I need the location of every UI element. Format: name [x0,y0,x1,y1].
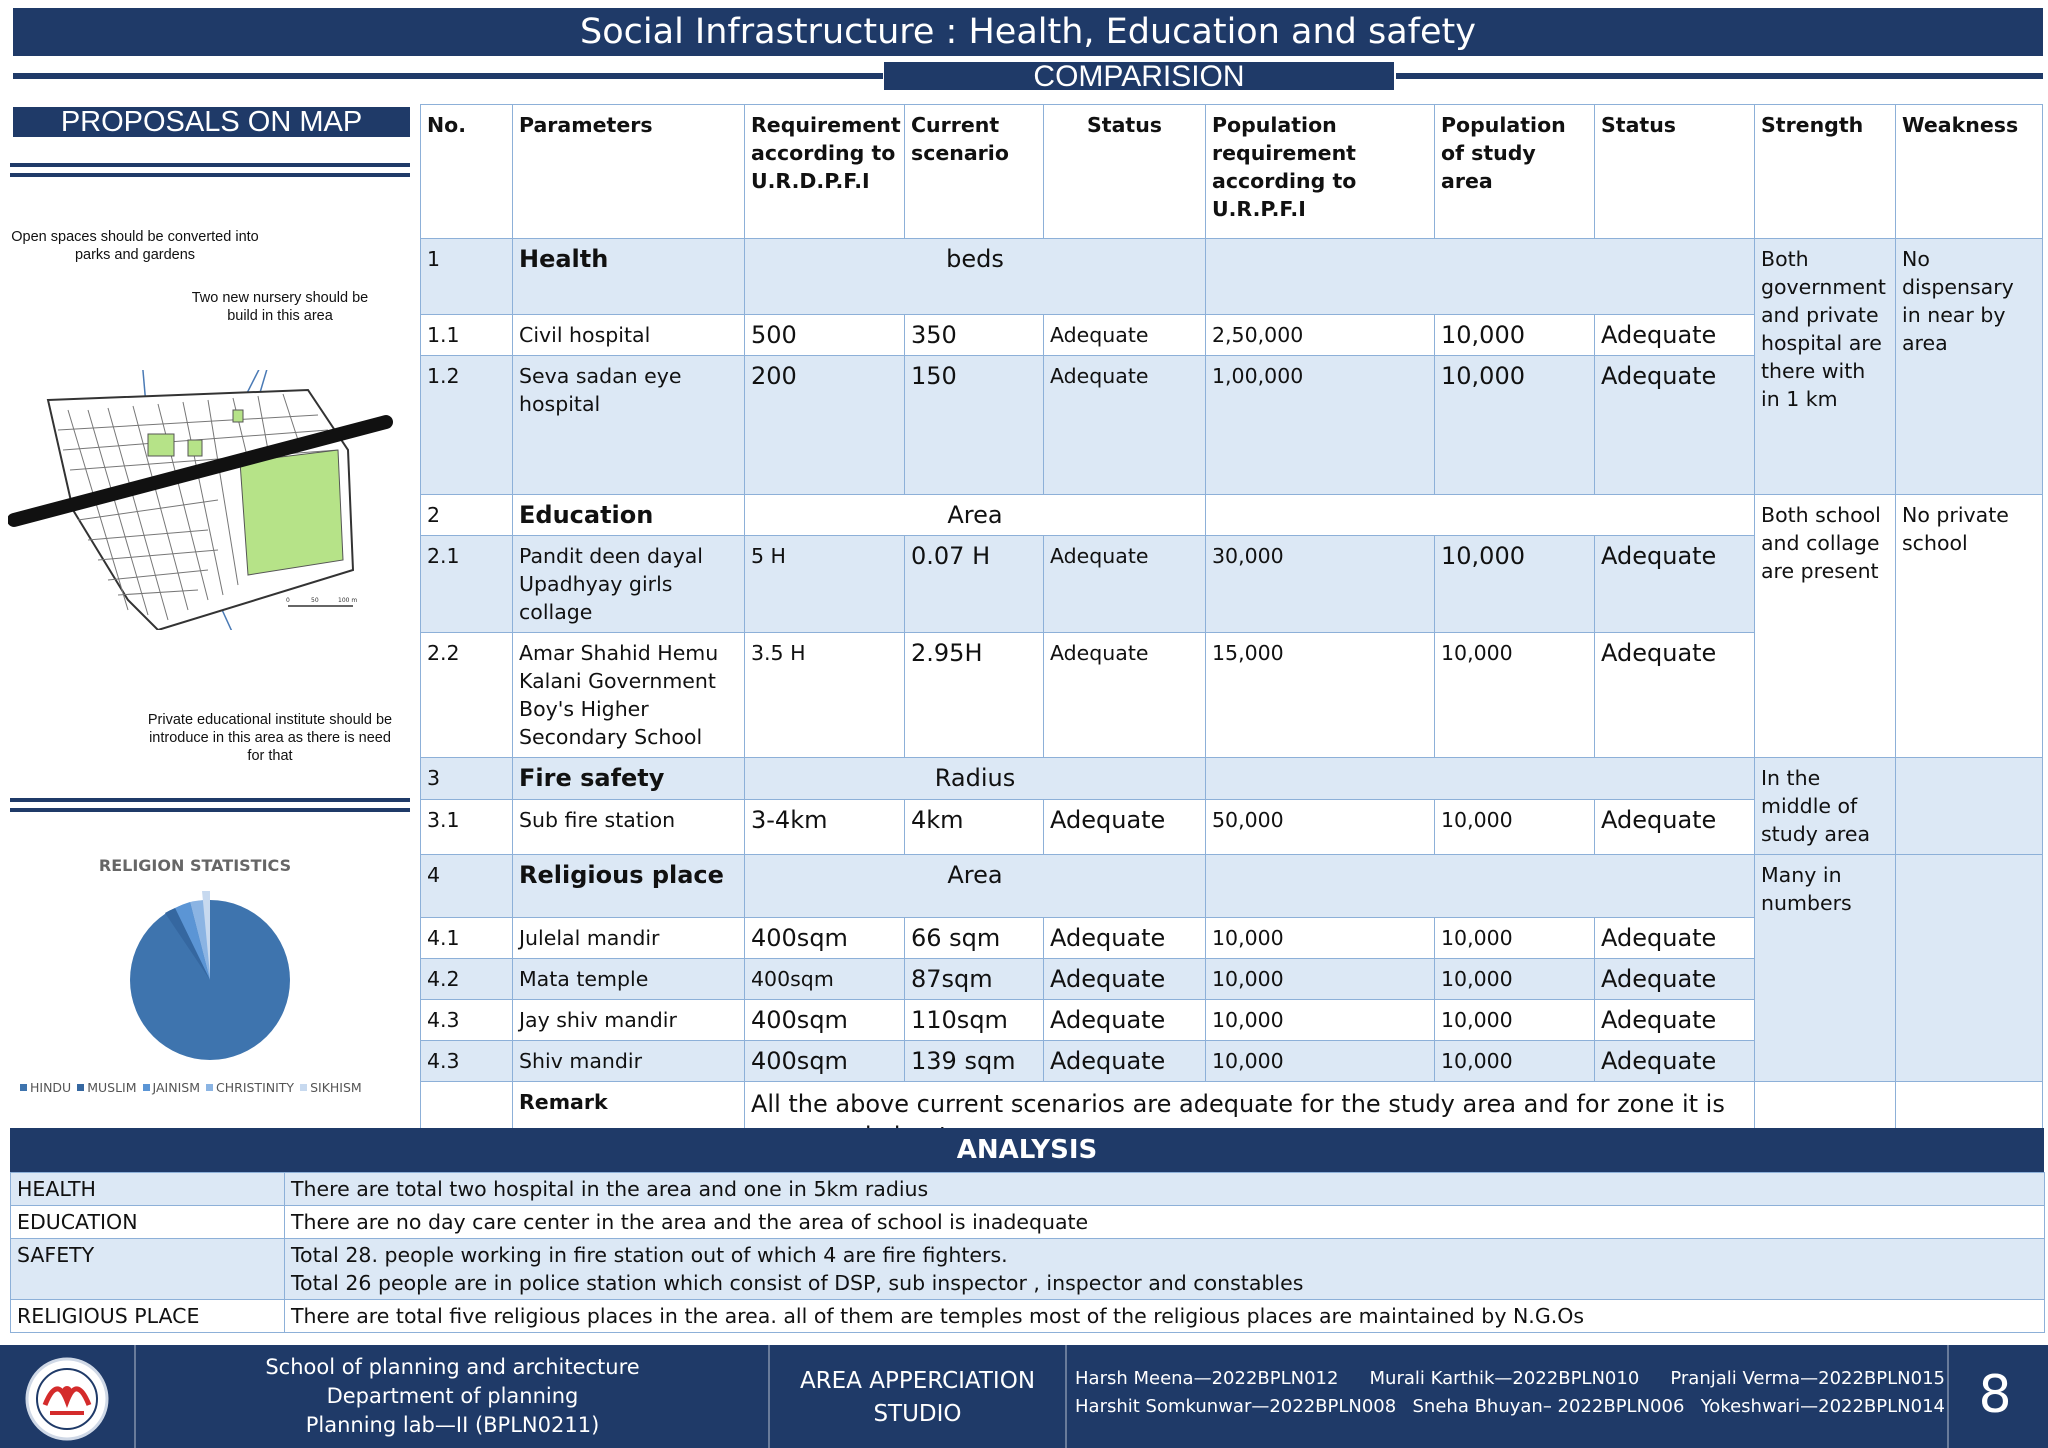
title-rule-left [13,73,883,79]
comparison-table [420,104,2043,1159]
comparison-subtitle: COMPARISION [884,62,1394,90]
religious-strength: Many in numbers [1755,855,1896,1082]
legend-christinity: CHRISTINITY [206,1080,294,1095]
table-row: 1 Health beds Both government and private hospital are there with in 1 km No dispensary in near by area [421,239,2043,315]
fire-strength: In the middle of study area [1755,758,1896,855]
studio-name: AREA APPERCIATION STUDIO [799,1368,1036,1427]
table-row: 3.1 Sub fire station 3-4km 4km Adequate 50,000 10,000 Adequate [421,800,2043,855]
page-title: Social Infrastructure : Health, Education and safety [13,8,2043,56]
footer [0,1345,2048,1448]
map-scale-100: 100 m [338,597,358,604]
table-row: 2.2 Amar Shahid Hemu Kalani Government Boy's Higher Secondary School 3.5 H 2.95H Adequate 15,000 10,000 Adequate [421,633,2043,758]
religion-pie-chart [120,885,300,1065]
map-scale-50: 50 [311,597,319,604]
proposal-map [8,370,398,630]
header-status: Status [1044,105,1206,239]
header-no: No. [421,105,513,239]
table-header-row [421,105,2043,239]
school-info: School of planning and architecture Department of planning Planning lab—II (BPLN0211) [265,1355,640,1437]
table-row: SAFETY Total 28. people working in fire station out of which 4 are fire fighters. Total 26 people are in police station which consist of DSP, sub inspector , inspector and constables [11,1239,2045,1300]
map-note-private-institute: Private educational institute should be introduce in this area as there is need for that [147,712,393,764]
table-row: 4 Religious place Area Many in numbers [421,855,2043,918]
table-row: 3 Fire safety Radius In the middle of study area [421,758,2043,800]
legend-sikhism: SIKHISM [300,1080,362,1095]
table-row: 1.2 Seva sadan eye hospital 200 150 Adequate 1,00,000 10,000 Adequate [421,356,2043,495]
page-number: 8 [1978,1365,2012,1425]
health-strength: Both government and private hospital are there with in 1 km [1755,239,1896,495]
header-weakness: Weakness [1896,105,2043,239]
health-weakness: No dispensary in near by area [1896,239,2043,495]
header-parameters: Parameters [513,105,745,239]
pie-legend [20,1080,410,1095]
title-rule-right [1396,73,2043,79]
legend-hindu: HINDU [20,1080,71,1095]
table-row: 1.1 Civil hospital 500 350 Adequate 2,50,000 10,000 Adequate [421,315,2043,356]
remark-text: All the above current scenarios are adequate for the study area and for zone it is [745,1082,1755,1159]
table-row: 4.1 Julelal mandir 400sqm 66 sqm Adequate 10,000 10,000 Adequate [421,918,2043,959]
divider [10,798,410,812]
legend-jainism: JAINISM [143,1080,200,1095]
table-row: 4.3 Jay shiv mandir 400sqm 110sqm Adequate 10,000 10,000 Adequate [421,1000,2043,1041]
institute-logo-icon [12,1353,132,1443]
divider [10,163,410,177]
analysis-table [10,1172,2045,1333]
analysis-title: ANALYSIS [10,1128,2044,1172]
header-current: Current scenario [905,105,1044,239]
legend-muslim: MUSLIM [77,1080,136,1095]
table-row: RELIGIOUS PLACE There are total five religious places in the area. all of them are temples most of the religious places are maintained by N.G.Os [11,1300,2045,1333]
remark-label: Remark [513,1082,745,1159]
map-note-nursery: Two new nursery should be build in this area [191,290,369,324]
table-row: HEALTH There are total two hospital in the area and one in 5km radius [11,1173,2045,1206]
header-strength: Strength [1755,105,1896,239]
education-strength: Both school and collage are present [1755,495,1896,758]
table-row: 2 Education Area Both school and collage are present No private school [421,495,2043,536]
header-population-study-area: Population of study area [1435,105,1595,239]
proposals-title: PROPOSALS ON MAP [13,107,410,137]
table-row: EDUCATION There are no day care center in the area and the area of school is inadequate [11,1206,2045,1239]
map-scale-0: 0 [286,597,290,604]
education-weakness: No private school [1896,495,2043,758]
table-row: 4.3 Shiv mandir 400sqm 139 sqm Adequate 10,000 10,000 Adequate [421,1041,2043,1082]
table-row: 2.1 Pandit deen dayal Upadhyay girls collage 5 H 0.07 H Adequate 30,000 10,000 Adequate [421,536,2043,633]
header-requirement: Requirement according to U.R.D.P.F.I [745,105,905,239]
header-population-requirement: Population requirement according to U.R.P.F.I [1206,105,1435,239]
team-members: Harsh Meena—2022BPLN012 Murali Karthik—2022BPLN010 Pranjali Verma—2022BPLN015 Harshit Somkunwar—2022BPLN008 Sneha Bhuyan– 2022BPLN006 Yokeshwari—2022BPLN014 [1075,1368,1945,1417]
table-row: 4.2 Mata temple 400sqm 87sqm Adequate 10,000 10,000 Adequate [421,959,2043,1000]
map-note-open-spaces: Open spaces should be converted into parks and gardens [11,229,259,263]
religion-statistics-title: RELIGION STATISTICS [98,856,292,875]
header-status-2: Status [1595,105,1755,239]
